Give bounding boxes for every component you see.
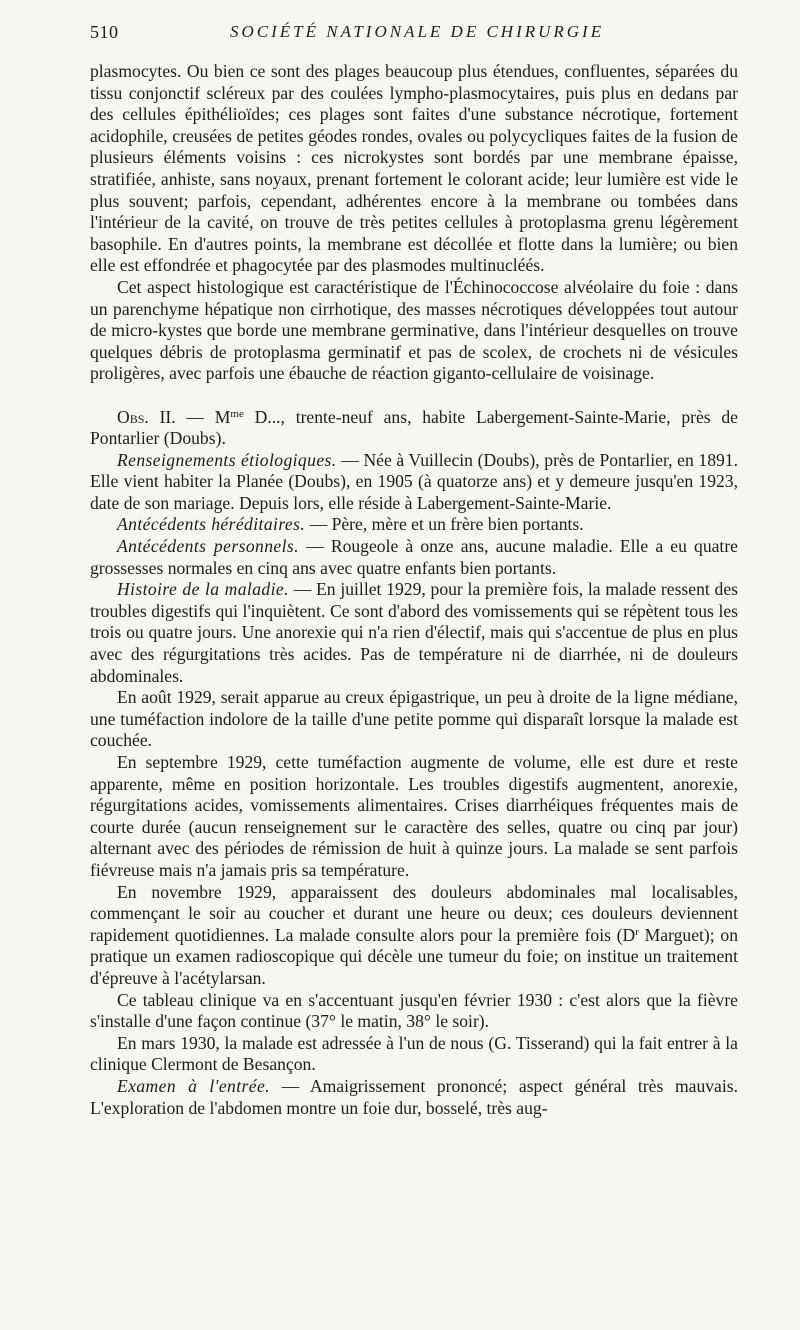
paragraph-diagnosis: Cet aspect histologique est caractéristique de l'Échinococcose alvéolaire du foie : dans un parenchyme hépatique non cirrhotique, des masses nécrotiques développées tout autour de micro-kystes que borde une membrane germinative, dans l'intérieur desquelles on trouve quelques débris de protoplasma germinatif et pas de scolex, de crochets ni de vésicules proligères, avec parfois une ébauche de réaction giganto-cellulaire de voisinage. bbox=[90, 276, 738, 384]
running-title: SOCIÉTÉ NATIONALE DE CHIRURGIE bbox=[230, 22, 605, 41]
section-heading: Antécédents personnels. bbox=[117, 536, 299, 557]
observation-heading bbox=[90, 407, 738, 450]
section-text: — Née à Vuillecin (Doubs), près de Pontarlier, en 1891. Elle vient habiter la Planée (Doubs), en 1905 (à quatorze ans) et y demeure jusqu'en 1923, date de son mariage. Depuis lors, elle réside à Labergement-Sainte-Marie. bbox=[90, 449, 738, 513]
observation-label: Obs. II. — M bbox=[117, 406, 231, 427]
section-heading: Examen à l'entrée. bbox=[117, 1075, 270, 1096]
section-text: — Père, mère et un frère bien portants. bbox=[305, 514, 584, 535]
section-text: — Rougeole à onze ans, aucune maladie. Elle a eu quatre grossesses normales en cinq ans avec quatre enfants bien portants. bbox=[90, 536, 738, 578]
paragraph-march: En mars 1930, la malade est adressée à l'un de nous (G. Tisserand) qui la fait entrer à la clinique Clermont de Besançon. bbox=[90, 1032, 738, 1075]
paragraph-histology: plasmocytes. Ou bien ce sont des plages beaucoup plus étendues, confluentes, séparées du tissu conjonctif scléreux par des coulées lympho-plasmocytaires, puis plus en dedans par des cellules épithélioïdes; ces plages sont faites d'une substance nécrotique, fortement acidophile, creusées de petites géodes rondes, ovales ou polycycliques faites de la fusion de plusieurs éléments voisins : ces nicrokystes sont bordés par une membrane épaisse, stratifiée, anhiste, sans noyaux, prenant fortement le colorant acide; leur lumière est vide le plus souvent; parfois, cependant, adhérentes encore à la membrane ou tombées dans l'intérieur de la cavité, on trouve de très petites cellules à protoplasma grenu légèrement basophile. En d'autres points, la membrane est décollée et flotte dans la lumière; ou bien elle est effondrée et phagocytée par des plasmodes multinucléés. bbox=[90, 61, 738, 276]
paragraph-lead: En novembre 1929, apparaissent des douleurs abdominales mal localisables, commençant le soir au coucher et durant une heure ou deux; ces douleurs deviennent rapidement quotidiennes. La malade consulte alors pour la première fois (D bbox=[90, 881, 738, 945]
paragraph-rest: Marguet); on pratique un examen radioscopique qui décèle une tumeur du foie; on institue un traitement d'épreuve à l'acétylarsan. bbox=[90, 924, 738, 988]
body-text bbox=[90, 61, 738, 1119]
paragraph-examination bbox=[90, 1076, 738, 1119]
section-heading: Antécédents héréditaires. bbox=[117, 514, 306, 535]
paragraph-gap bbox=[90, 385, 738, 407]
paragraph-disease-history bbox=[90, 579, 738, 687]
page-number: 510 bbox=[90, 22, 119, 42]
paragraph-heredity bbox=[90, 514, 738, 536]
title-superscript: me bbox=[230, 407, 244, 420]
section-heading: Renseignements étiologiques. bbox=[117, 449, 337, 470]
section-text: — Amaigrissement prononcé; aspect général très mauvais. L'exploration de l'abdomen montre un foie dur, bosselé, très aug- bbox=[90, 1075, 739, 1118]
paragraph-etiology bbox=[90, 450, 738, 515]
observation-text: D..., trente-neuf ans, habite Labergement-Sainte-Marie, près de Pontarlier (Doubs). bbox=[90, 406, 738, 449]
paragraph-november bbox=[90, 882, 738, 990]
title-superscript: r bbox=[635, 925, 639, 938]
section-heading: Histoire de la maladie. bbox=[117, 579, 289, 600]
paragraph-august: En août 1929, serait apparue au creux épigastrique, un peu à droite de la ligne médiane, une tuméfaction indolore de la taille d'une petite pomme qui disparaît lorsque la malade est couchée. bbox=[90, 687, 738, 751]
paragraph-september: En septembre 1929, cette tuméfaction augmente de volume, elle est dure et reste apparente, même en position horizontale. Les troubles digestifs augmentent, anorexie, régurgitations acides, vomissements alimentaires. Crises diarrhéiques fréquentes mais de courte durée (aucun renseignement sur le caractère des selles, quatre ou cinq par jour) alternant avec des périodes de rémission de huit à quinze jours. La malade se sent parfois fiévreuse mais n'a jamais pris sa température. bbox=[90, 752, 738, 880]
section-text: — En juillet 1929, pour la première fois, la malade ressent des troubles digestifs qui l'inquiètent. Ce sont d'abord des vomissements qui se répètent tous les trois ou quatre jours. Une anorexie qui n'a rien d'électif, mais qui s'accentue de plus en plus avec des régurgitations très acides. Pas de température ni de diarrhée, ni de douleurs abdominales. bbox=[90, 579, 738, 686]
paragraph-february: Ce tableau clinique va en s'accentuant jusqu'en février 1930 : c'est alors que la fièvre s'installe d'une façon continue (37° le matin, 38° le soir). bbox=[90, 989, 738, 1032]
page-header bbox=[90, 20, 740, 44]
paragraph-personal-history bbox=[90, 536, 738, 579]
